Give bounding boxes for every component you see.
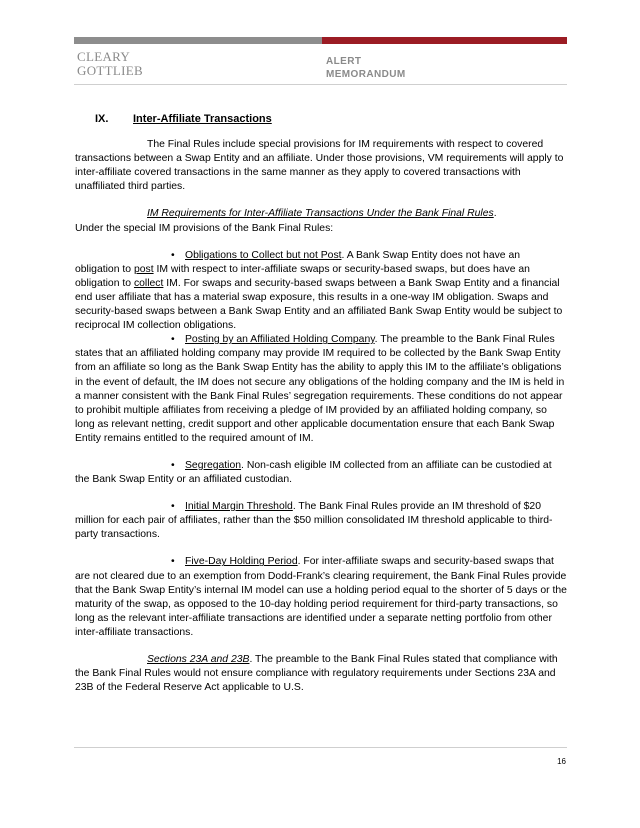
memo-label [326,55,526,81]
header-bar-gray [74,37,322,44]
bullet-item: • Five-Day Holding Period. For inter-affiliate swaps and security-based swaps that are not cleared due to an exemption from Dodd-Frank’s clearing requirement, the Bank Final Rules provide that the Bank Swap Entity’s internal IM model can use a holding period equal to the shorter of 5 days or the maturity of the swap, as opposed to the 10-day holding period requirement for third-party transactions, so long as the relevant inter-affiliate transactions are identified under a separate netting portfolio from other inter-affiliate transactions. [75,556,567,638]
im-requirements-paragraph: IM Requirements for Inter-Affiliate Transactions Under the Bank Final Rules. [147,208,497,220]
logo-line-2: GOTTLIEB [77,63,143,78]
im-requirements-text: Under the special IM provisions of the Bank Final Rules: [75,222,334,234]
header-bar-red [322,37,567,44]
emphasis-collect: collect [133,277,164,289]
section-heading [95,112,567,126]
emphasis-post: post [133,263,154,275]
document-body [75,112,567,695]
bullet-term: Segregation [185,459,242,471]
bullet-term: Obligations to Collect but not Post [185,249,342,261]
bullet-term: Five-Day Holding Period [185,556,298,568]
im-requirements-heading: IM Requirements for Inter-Affiliate Transactions Under the Bank Final Rules [147,208,494,220]
sections-23-paragraph: Sections 23A and 23B. The preamble to the Bank Final Rules stated that compliance with the Bank Final Rules would not ensure compliance with regulatory requirements under Sections 23A and 23B of the Federal Reserve Act applicable to U.S. [75,654,558,694]
firm-logo [77,50,197,78]
section-title: Inter-Affiliate Transactions [133,113,272,125]
bullet-marker: • [171,556,175,568]
header-rule [74,84,567,85]
bullet-marker: • [171,249,175,261]
bullet-term: Posting by an Affiliated Holding Company [185,334,375,346]
memo-line-1: ALERT [326,56,362,67]
sections-23-heading: Sections 23A and 23B [147,654,250,665]
footer-rule [74,747,567,748]
intro-paragraph: The Final Rules include special provisions for IM requirements with respect to covered transactions between a Swap Entity and an affiliate. Under those provisions, VM requirements will apply to inter-affiliate covered transactions in the same manner as they apply to covered transactions with unaffiliated third parties. [75,139,564,193]
logo-line-1: CLEARY [77,49,131,64]
page-number: 16 [557,757,566,766]
bullet-term: Initial Margin Threshold [185,501,293,513]
section-number: IX. [95,113,109,125]
bullet-marker: • [171,334,175,346]
bullet-item: • Initial Margin Threshold. The Bank Final Rules provide an IM threshold of $20 million for each pair of affiliates, rather than the $50 million consolidated IM threshold applicable to third-party transactions. [75,501,553,541]
bullet-marker: • [171,459,175,471]
memo-line-2: MEMORANDUM [326,69,406,80]
bullet-marker: • [171,501,175,513]
bullet-item: • Posting by an Affiliated Holding Company. The preamble to the Bank Final Rules states that an affiliated holding company may provide IM required to be collected by the Bank Swap Entity from an affiliate so long as the Bank Swap Entity has the ability to apply this IM to the affiliate’s obligations in the event of default, the IM does not secure any obligations of the holding company and the IM is held in a manner consistent with the Bank Final Rules’ segregation requirements. These conditions do not appear to prohibit multiple affiliates from receiving a pledge of IM provided by an affiliated holding company, so long as relevant netting, credit support and other applicable documentation ensure that each Bank Swap Entity remains entitled to the required amount of IM. [75,334,565,444]
bullet-item: • Segregation. Non-cash eligible IM collected from an affiliate can be custodied at the Bank Swap Entity or an affiliated custodian. [75,459,552,486]
bullet-item: • Obligations to Collect but not Post. A Bank Swap Entity does not have an obligation to post IM with respect to inter-affiliate swaps or security-based swaps, but does have an obligation to collect IM. For swaps and security-based swaps between a Bank Swap Entity and a financial end user affiliate that has a material swap exposure, this results in a one-way IM obligation. Swaps and security-based swaps between a Bank Swap Entity and an affiliated Bank Swap Entity would be subject to reciprocal IM collection obligations. [75,249,563,332]
